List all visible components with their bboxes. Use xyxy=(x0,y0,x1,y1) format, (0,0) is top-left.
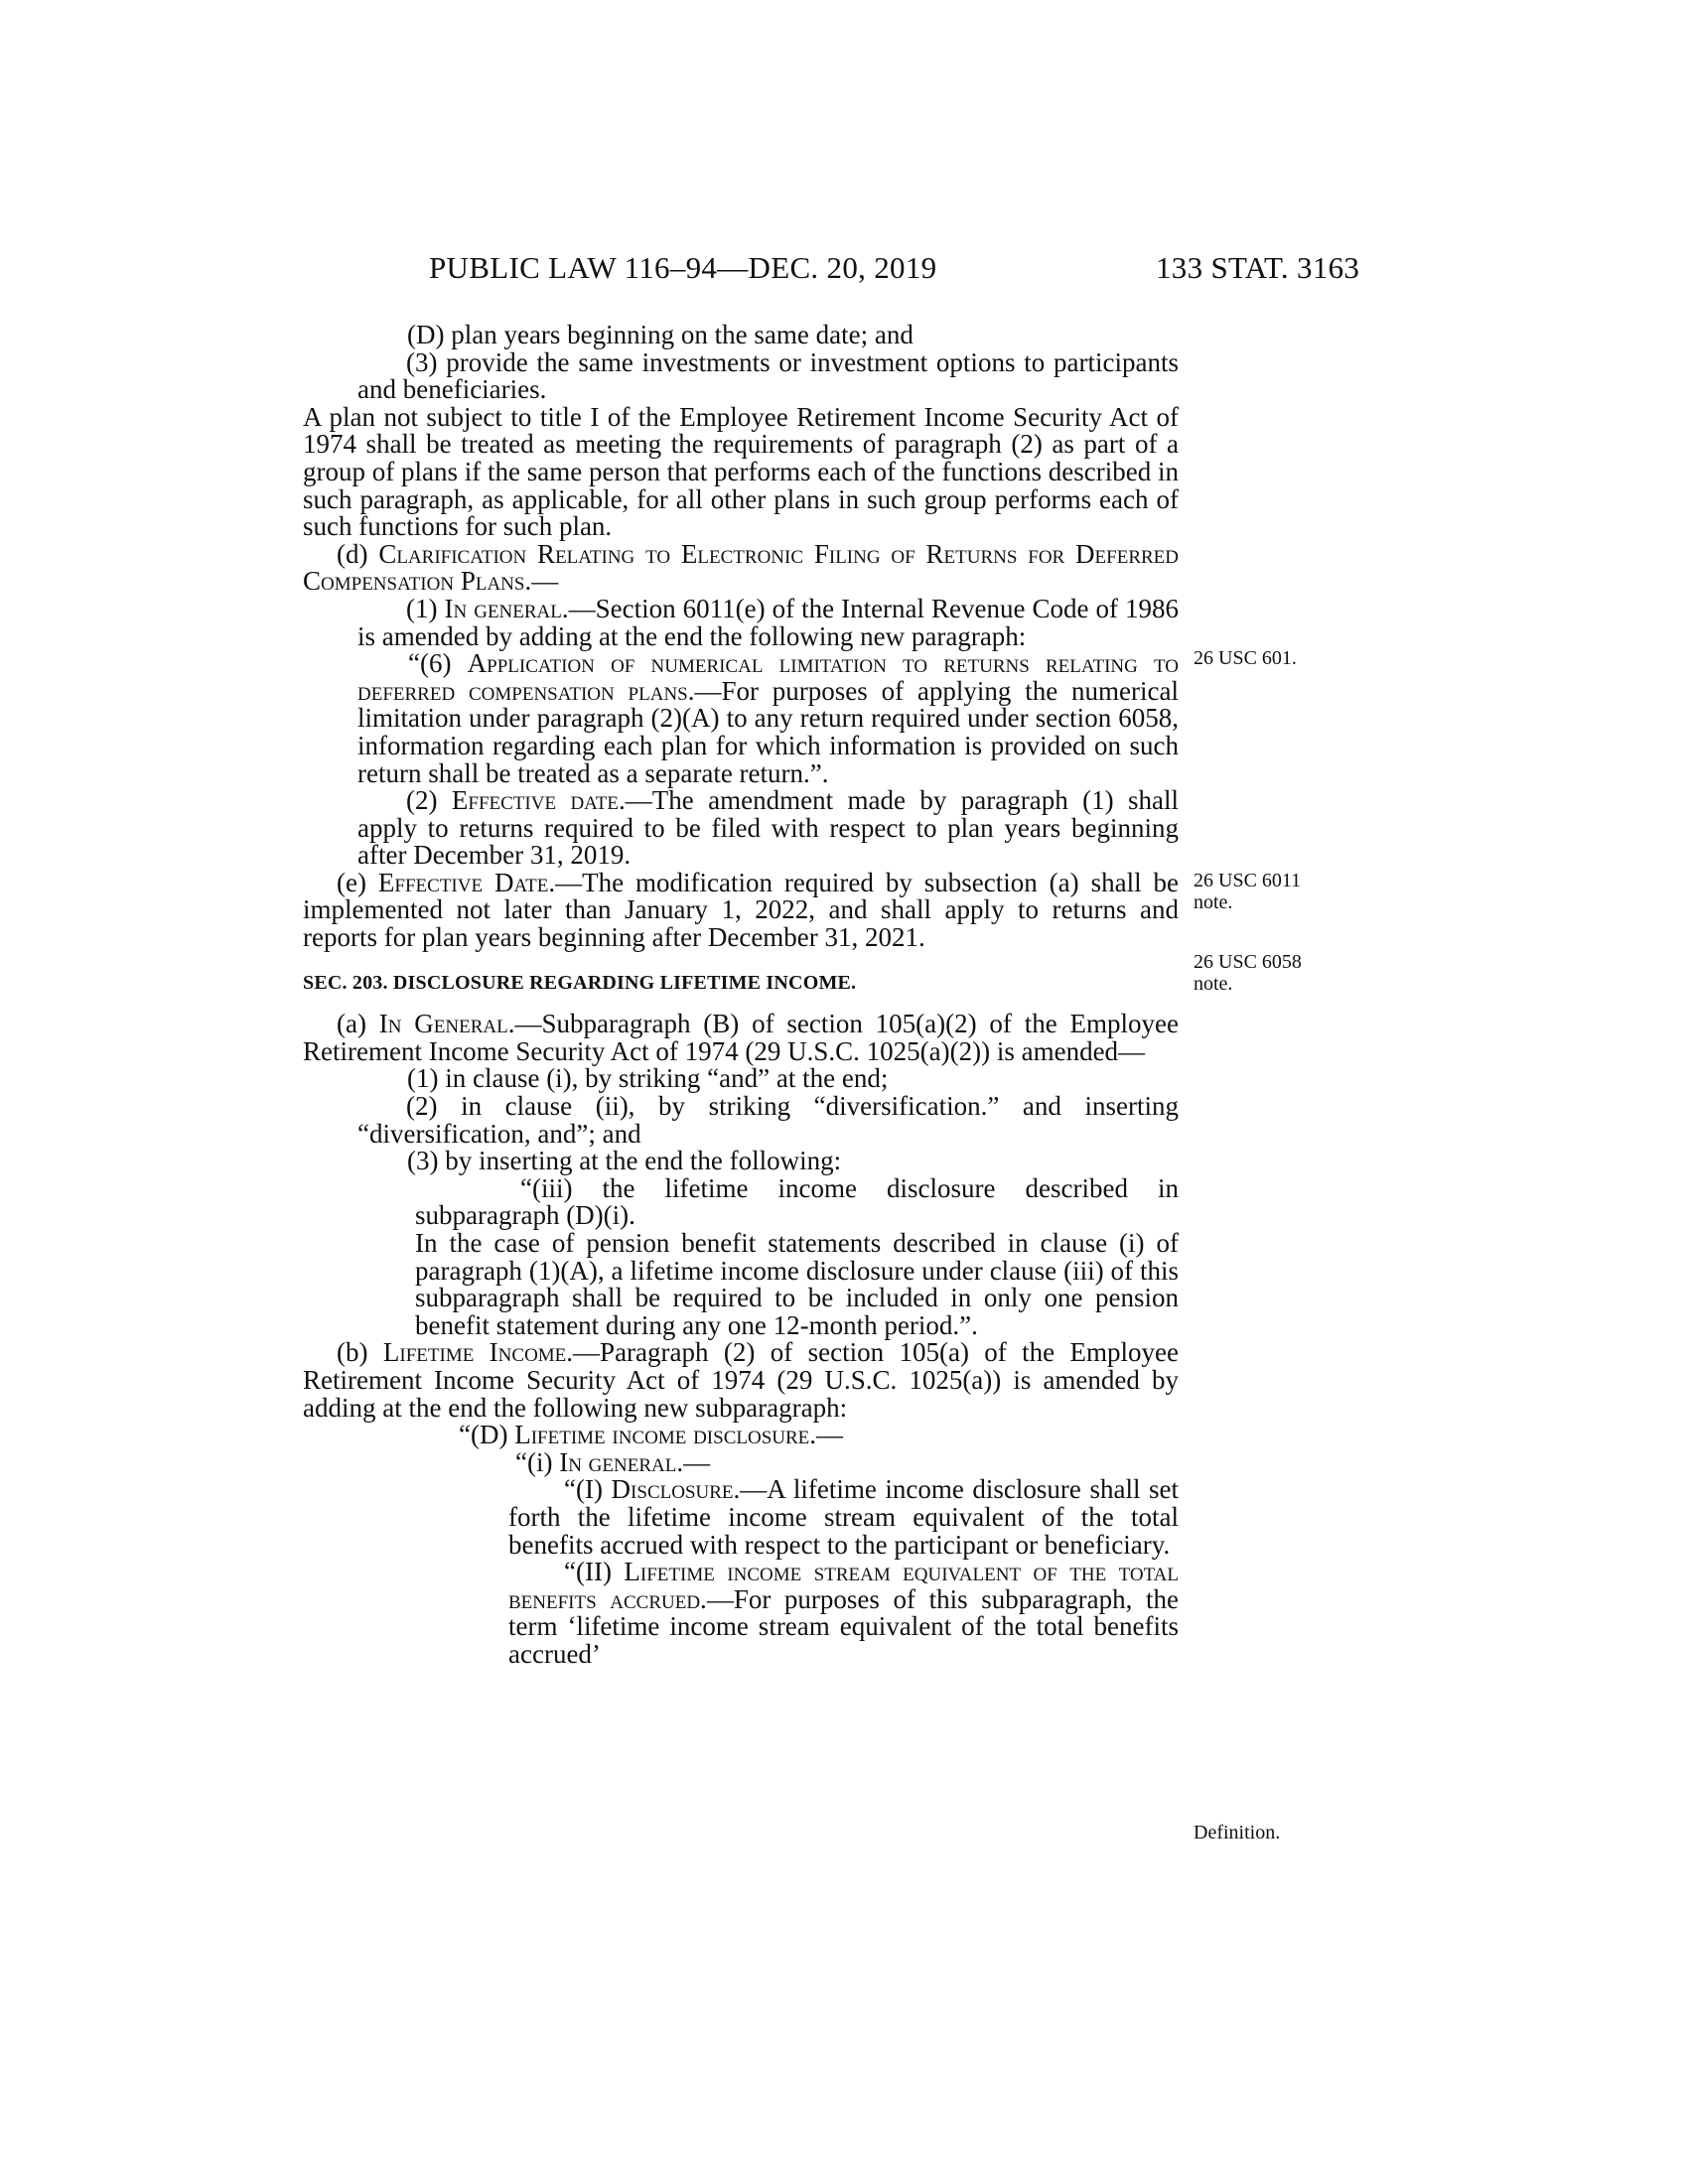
paragraph-b-lifetime-income xyxy=(303,1339,1179,1422)
paragraph-6-application xyxy=(303,650,1179,787)
heading-e-effective-date: Effective Date. xyxy=(377,867,556,897)
lead-d: (d) xyxy=(337,538,368,569)
paragraph-D-lifetime-disclosure xyxy=(303,1422,1179,1449)
text-paragraph-2: —Paragraph (2) of section 105(a) of the Employee Retirement Income Security Act of 1974 (29 U.S.C. 1025(a)) is amended by adding at the end the following new subparagraph: xyxy=(303,1337,1180,1423)
running-header-title: PUBLIC LAW 116–94—DEC. 20, 2019 xyxy=(429,250,937,285)
text-section-6011e: —Section 6011(e) of the Internal Revenue Code of 1986 is amended by adding at the end the following new paragraph: xyxy=(357,593,1180,651)
page-stat-number: 133 STAT. 3163 xyxy=(1156,250,1360,285)
heading-disclosure: Disclosure. xyxy=(611,1474,741,1505)
heading-a-in-general: In General. xyxy=(378,1009,515,1039)
paragraph-2-clause-ii: (2) in clause (ii), by striking “diversification.” and inserting “diversification, and”; and xyxy=(357,1091,1179,1149)
document-body xyxy=(303,322,1179,1669)
heading-lifetime-income: Lifetime Income. xyxy=(382,1337,574,1368)
paragraph-iii-lifetime: “(iii) the lifetime income disclosure described in subparagraph (D)(i). xyxy=(415,1172,1179,1231)
dash-i: — xyxy=(683,1446,711,1477)
paragraph-i-in-general xyxy=(303,1446,1179,1477)
paragraph-2-effective-date xyxy=(303,787,1179,870)
lead-e: (e) xyxy=(337,867,366,897)
lead-1: (1) xyxy=(406,593,438,623)
margin-note-6011-note: note. xyxy=(1194,891,1233,913)
lead-2: (2) xyxy=(406,785,438,816)
paragraph-1-in-general xyxy=(303,593,1180,651)
lead-6: “(6) xyxy=(408,648,452,679)
text-modification: —The modification required by subsection (a) shall be implemented not later than January 1, 2022, and shall apply to returns and reports for plan years beginning after December 31, 2021. xyxy=(303,867,1180,953)
heading-application-numerical: Application of numerical limitation to returns relating to deferred compensation plans. xyxy=(357,648,1179,706)
lead-b: (b) xyxy=(337,1337,368,1368)
heading-clarification: Clarification Relating to Electronic Filing of Returns for Deferred Compensation Plans.— xyxy=(303,538,1180,597)
margin-note-26-usc-601: 26 USC 601. xyxy=(1194,647,1297,669)
lead-i: “(i) xyxy=(515,1446,553,1477)
text-subparagraph-b: —Subparagraph (B) of section 105(a)(2) of the Employee Retirement Income Security Act of 1974 (29 U.S.C. 1025(a)(2)) is amended— xyxy=(303,1009,1179,1066)
text-stream-equivalent: —For purposes of this subparagraph, the term ‘lifetime income stream equivalent of the total benefits accrued’ xyxy=(508,1583,1179,1669)
paragraph-e-effective-date xyxy=(303,867,1180,953)
paragraph-plan-not-subject: A plan not subject to title I of the Employee Retirement Income Security Act of 1974 shall be treated as meeting the requirements of paragraph (2) as part of a group of plans if the same person that performs each of the functions described in such paragraph, as applicable, for all other plans in such group performs each of such functions for such plan. xyxy=(303,401,1179,542)
lead-a: (a) xyxy=(337,1009,366,1039)
text-purposes-numerical: —For purposes of applying the numerical limitation under paragraph (2)(A) to any return required under section 6058, information regarding each plan for which information is provided on such return shall be treated as a separate return.”. xyxy=(357,675,1179,788)
paragraph-II-stream-equivalent xyxy=(303,1559,1179,1668)
heading-i-in-general: In general. xyxy=(559,1446,684,1477)
margin-note-26-usc-6011 xyxy=(1194,870,1333,913)
paragraph-a-in-general xyxy=(303,1011,1179,1065)
heading-in-general: In general. xyxy=(444,593,569,623)
margin-note-26-usc-6058 xyxy=(1194,951,1333,995)
paragraph-d-plan-years: (D) plan years beginning on the same date; and xyxy=(407,320,914,349)
margin-note-definition: Definition. xyxy=(1194,1822,1281,1843)
heading-lifetime-disclosure: Lifetime income disclosure. xyxy=(514,1420,817,1450)
paragraph-3-inserting: (3) by inserting at the end the following: xyxy=(407,1146,842,1176)
margin-note-6011-cite: 26 USC 6011 xyxy=(1194,870,1302,891)
lead-D: “(D) xyxy=(459,1420,508,1450)
margin-note-6058-note: note. xyxy=(1194,973,1233,995)
heading-effective-date: Effective date. xyxy=(451,785,626,816)
lead-I: “(I) xyxy=(564,1474,603,1505)
dash-D: — xyxy=(816,1420,844,1450)
paragraph-pension-statements: In the case of pension benefit statements described in clause (i) of paragraph (1)(A), a lifetime income disclosure under clause (iii) of this subparagraph shall be required to be included in only one pension benefit statement during any one 12-month period.”. xyxy=(415,1228,1179,1340)
text-disclosure: —A lifetime income disclosure shall set forth the lifetime income stream equivalent of the total benefits accrued with respect to the participant or beneficiary. xyxy=(508,1474,1180,1560)
paragraph-I-disclosure xyxy=(303,1476,1179,1559)
paragraph-1-clause-i: (1) in clause (i), by striking “and” at the end; xyxy=(407,1063,889,1094)
text-amendment: —The amendment made by paragraph (1) shall apply to returns required to be filed with respect to plan years beginning after December 31, 2019. xyxy=(357,785,1180,871)
heading-stream-equivalent: Lifetime income stream equivalent of the total benefits accrued. xyxy=(508,1557,1180,1614)
paragraph-d-clarification xyxy=(303,538,1180,597)
section-203-heading: SEC. 203. DISCLOSURE REGARDING LIFETIME INCOME. xyxy=(303,971,857,994)
lead-II: “(II) xyxy=(564,1557,612,1587)
margin-note-6058-cite: 26 USC 6058 xyxy=(1194,951,1302,973)
paragraph-3-investments: (3) provide the same investments or investment options to participants and beneficiaries. xyxy=(357,346,1179,405)
